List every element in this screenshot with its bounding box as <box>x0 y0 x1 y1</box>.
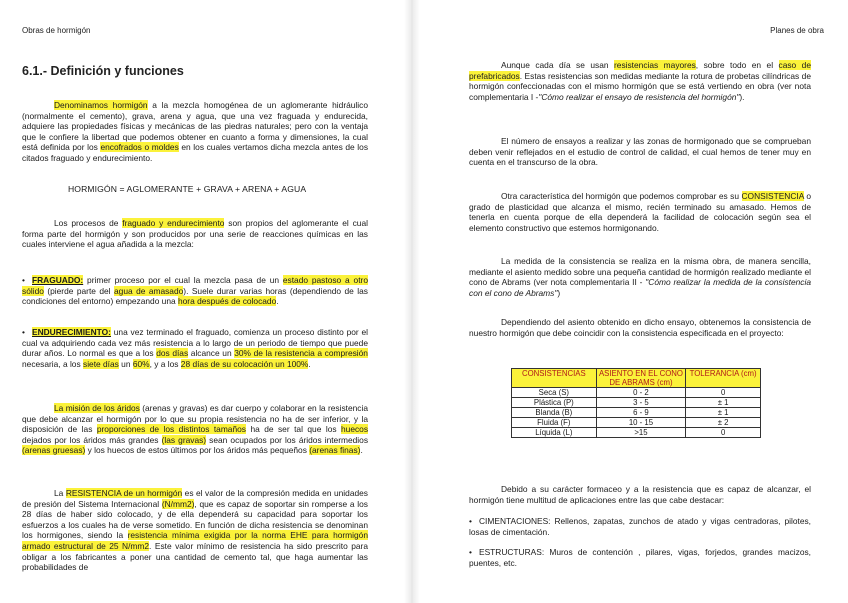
text: . <box>308 358 311 369</box>
highlight: proporciones de los distintos tamaños <box>96 424 246 435</box>
highlight: hora después de colocado <box>177 296 277 307</box>
text: Aunque cada día se usan <box>501 60 614 70</box>
table-cell: ± 1 <box>686 398 761 408</box>
table-cell: ± 1 <box>686 408 761 418</box>
highlight: 28 días de su colocación un 100% <box>180 358 309 369</box>
text: Otra característica del hormigón que podemos comprobar es su <box>501 191 742 201</box>
table-row <box>512 388 761 398</box>
bullet-icon: • <box>469 516 472 526</box>
text: , sobre todo en el <box>695 60 779 70</box>
text: La <box>54 488 66 498</box>
table-cell: 3 - 5 <box>596 398 686 408</box>
text: ) <box>557 287 561 298</box>
text: y los huecos de estos últimos por los áridos más pequeños <box>85 445 310 456</box>
column-header: ASIENTO EN EL CONO DE ABRAMS (cm) <box>596 369 686 388</box>
table-row <box>512 408 761 418</box>
highlight: La misión de los áridos <box>54 403 140 413</box>
consistencia-paragraph <box>469 191 811 233</box>
section-title: 6.1.- Definición y funciones <box>22 64 184 78</box>
formula: HORMIGÓN = AGLOMERANTE + GRAVA + ARENA + AGUA <box>68 184 307 194</box>
table-cell: >15 <box>596 428 686 438</box>
highlight: 60% <box>132 358 150 369</box>
highlight: agua de amasado <box>114 285 184 296</box>
text: (arenas y gravas) es dar cuerpo y colaborar en la resistencia que debe alcanzar el hormigón por lo que su propia resistencia no ha de ser inferior, y la disposición de las <box>22 403 368 435</box>
text: , y a los <box>149 358 181 369</box>
text: . Estas resistencias son medidas mediante la rotura de probetas cilíndricas de hormigón confeccionadas con el mismo hormigón que se está vertiendo en obra (ver nota complementaria I - <box>469 70 811 102</box>
highlight: (arenas gruesas) <box>22 445 86 456</box>
text: primer proceso por el cual la mezcla pasa de un <box>83 275 283 285</box>
definition-paragraph <box>22 100 368 164</box>
table-cell: 0 <box>686 388 761 398</box>
text: . Este valor mínimo de resistencia ha sido prescrito para obligar a los fabricantes a poner una cantidad de cemento tal, que haga aumentar las probabilidades de <box>22 540 368 573</box>
text: alcance un <box>188 348 235 359</box>
table-cell: 0 - 2 <box>596 388 686 398</box>
text: . <box>360 445 363 456</box>
ensayos-paragraph: El número de ensayos a realizar y las zonas de hormigonado que se comprueban deben venir reflejados en el estudio de control de calidad, el cual hemos de tener muy en cuenta en el transcurso de la obra. <box>469 136 811 168</box>
left-page <box>0 0 412 603</box>
highlight: huecos <box>341 424 369 435</box>
text: a la mezcla homogénea de un aglomerante hidráulico (normalmente el cemento), grava, arena y agua, que una vez fraguada y endurecida, adquiere las propiedades físicas y mecánicas de las piedras naturales; pero con la ventaja que le confiere la libertad que podemos obtener en cuanto a forma y dimensiones, la cual está definida por los <box>22 100 368 153</box>
column-header: CONSISTENCIAS <box>512 369 597 388</box>
text: necesaria, a los <box>22 358 83 369</box>
endurecimiento-bullet <box>22 327 368 369</box>
table-cell: 10 - 15 <box>596 418 686 428</box>
highlight: FRAGUADO: <box>32 275 84 285</box>
table-row <box>512 428 761 438</box>
bullet-icon: • <box>469 547 472 557</box>
text: son propios del aglomerante el cual forma parte del hormigón y son producidos por una serie de reacciones químicas en las cuales interviene el agua añadida a la mezcla: <box>22 218 368 250</box>
abrams-paragraph <box>469 256 811 298</box>
bullet-icon: • <box>22 275 25 285</box>
text: Los procesos de <box>54 218 123 228</box>
fraguado-bullet <box>22 275 368 307</box>
text: , que es capaz de soportar sin romperse a los 28 días de haber sido colocado, y de ella dependerá su capacidad para soportar los esfuerzos a los cuales ha de verse sometido. En función de dicha resistencia se denominan los hormigones, siendo la <box>22 498 368 541</box>
text: ). Suele durar varias horas (dependiendo de las condiciones del entorno) empezando una <box>22 285 368 307</box>
highlight: 30% de la resistencia a compresión <box>234 348 368 359</box>
italic-text: "Cómo realizar el ensayo de resistencia del hormigón" <box>538 91 740 102</box>
estructuras-bullet <box>469 547 811 568</box>
highlight: ENDURECIMIENTO: <box>32 327 111 337</box>
italic-text: "Cómo realizar la medida de la consistencia con el cono de Abrams" <box>469 277 811 298</box>
highlight: estado pastoso a otro sólido <box>22 275 368 296</box>
text: dejados por los áridos más grandes <box>22 434 162 445</box>
text: ha de ser tal que los <box>245 424 341 435</box>
table-row <box>512 398 761 408</box>
highlight: fraguado y endurecimiento <box>122 218 225 228</box>
highlight: encofrados o moldes <box>100 142 179 153</box>
text: ESTRUCTURAS: Muros de contención , pilares, vigas, forjedos, grandes macizos, puentes, etc. <box>469 547 811 568</box>
column-header: TOLERANCIA (cm) <box>686 369 761 388</box>
text: . <box>276 296 279 307</box>
right-page <box>412 0 848 603</box>
processes-paragraph <box>22 218 368 250</box>
text: La medida de la consistencia se realiza en la misma obra, de manera sencilla, mediante el asiento medido sobre una pequeña cantidad de hormigón realizado mediante el cono de Abrams (ver nota complementaria II - <box>469 256 811 288</box>
highlight: caso de prefabricados <box>469 60 811 81</box>
resistencias-paragraph <box>469 60 811 102</box>
table-cell: Líquida (L) <box>512 428 597 438</box>
running-head-right: Planes de obra <box>770 26 824 35</box>
highlight: RESISTENCIA de un hormigón <box>65 488 183 498</box>
bullet-icon: • <box>22 327 25 337</box>
text: una vez terminado el fraguado, comienza un proceso distinto por el cual va adquiriendo cada vez más resistencia a lo largo de un periodo de tiempo que puede durar años. Lo normal es que a los <box>22 327 368 359</box>
text: es el valor de la compresión medida en unidades de presión del Sistema Internacional <box>22 488 368 509</box>
highlight: siete días <box>83 358 119 369</box>
text: CIMENTACIONES: Rellenos, zapatas, zunchos de atado y vigas centradoras, pilotes, losas de cimentación. <box>469 516 811 537</box>
text: en los cuales vertamos dicha mezcla antes de los citados fraguado y endurecimiento. <box>22 142 369 163</box>
consistency-table <box>511 368 761 438</box>
text: sean ocupados por los áridos intermedios <box>206 434 369 445</box>
running-head-left: Obras de hormigón <box>22 26 91 35</box>
table-cell: 6 - 9 <box>596 408 686 418</box>
asiento-paragraph: Dependiendo del asiento obtenido en dicho ensayo, obtenemos la consistencia de nuestro hormigón que debe coincidir con la consistencia especificada en el proyecto: <box>469 317 811 338</box>
text: ). <box>739 91 745 102</box>
resistencia-paragraph <box>22 488 368 573</box>
aridos-paragraph <box>22 403 368 456</box>
table-cell: ± 2 <box>686 418 761 428</box>
table-header-row <box>512 369 761 388</box>
table-cell: Blanda (B) <box>512 408 597 418</box>
table-cell: Plástica (P) <box>512 398 597 408</box>
text: un <box>118 358 133 369</box>
table-row <box>512 418 761 428</box>
table-cell: Seca (S) <box>512 388 597 398</box>
highlight: Denominamos hormigón <box>54 100 148 110</box>
aplicaciones-paragraph: Debido a su carácter formaceo y a la resistencia que es capaz de alcanzar, el hormigón tiene multitud de aplicaciones entre las que cabe destacar: <box>469 484 811 505</box>
highlight: resistencia mínima exigida por la norma EHE para hormigón armado estructural de 25 N/mm2 <box>22 530 368 551</box>
highlight: (N/mm2) <box>161 498 195 509</box>
highlight: (las gravas) <box>161 434 207 445</box>
table-cell: Fluida (F) <box>512 418 597 428</box>
text: (pierde parte del <box>43 285 114 296</box>
table-cell: 0 <box>686 428 761 438</box>
text: o grado de plasticidad que alcanza el mismo, recién terminado su amasado. Hemos de tenerla en cuenta porque de ella dependerá la facilidad de colocación según sea el elemento constructivo que estemos hormigonando. <box>469 191 811 233</box>
cimentaciones-bullet <box>469 516 811 537</box>
highlight: resistencias mayores <box>614 60 696 70</box>
highlight: dos días <box>156 348 189 359</box>
highlight: (arenas finas) <box>309 445 361 456</box>
highlight: CONSISTENCIA <box>741 191 804 201</box>
